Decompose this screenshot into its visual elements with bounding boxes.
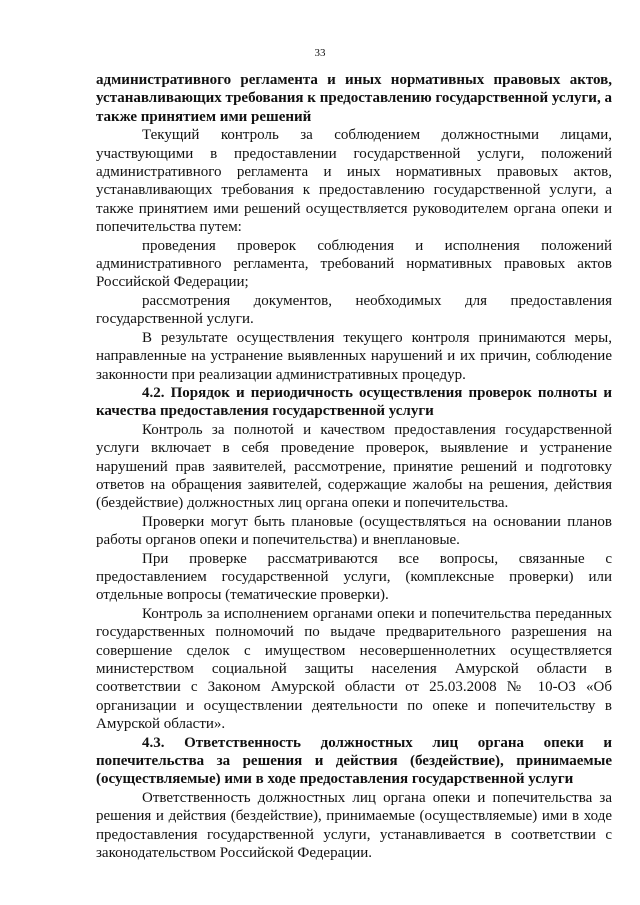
section-heading-4-3: 4.3. Ответственность должностных лиц органа опеки и попечительства за решения и действия (бездействие), принимаемые (осуществляемые) ими в ходе предоставления государственной услуги <box>96 734 612 788</box>
paragraph-inspection-scope: При проверке рассматриваются все вопросы, связанные с предоставлением государственной услуги, (комплексные проверки) или отдельные вопросы (тематические проверки). <box>96 550 612 604</box>
document-body <box>96 71 612 862</box>
paragraph-control-results: В результате осуществления текущего контроля принимаются меры, направленные на устранение выявленных нарушений и их причин, соблюдение законности при реализации административных процедур. <box>96 329 612 383</box>
paragraph-inspections: проведения проверок соблюдения и исполнения положений административного регламента, требований нормативных правовых актов Российской Федерации; <box>96 237 612 291</box>
paragraph-ministry-control: Контроль за исполнением органами опеки и попечительства переданных государственных полномочий по выдаче предварительного разрешения на совершение сделок с имуществом несовершеннолетних осуществляется министерством социальной защиты населения Амурской области в соответствии с Законом Амурской области от 25.03.2008 № 10-ОЗ «Об организации и осуществлении деятельности по опеке и попечительству в Амурской области». <box>96 605 612 733</box>
paragraph-responsibility: Ответственность должностных лиц органа опеки и попечительства за решения и действия (бездействие), принимаемые (осуществляемые) ими в ходе предоставления государственной услуги, устанавливается в соответствии с законодательством Российской Федерации. <box>96 789 612 862</box>
page-number: 33 <box>314 47 326 59</box>
section-heading-4-2: 4.2. Порядок и периодичность осуществления проверок полноты и качества предоставления государственной услуги <box>96 384 612 420</box>
paragraph-inspection-types: Проверки могут быть плановые (осуществляться на основании планов работы органов опеки и попечительства) и внеплановые. <box>96 513 612 549</box>
heading-continuation: административного регламента и иных нормативных правовых актов, устанавливающих требования к предоставлению государственной услуги, а также принятием ими решений <box>96 72 612 125</box>
paragraph-quality-control: Контроль за полнотой и качеством предоставления государственной услуги включает в себя проведение проверок, выявление и устранение нарушений прав заявителей, рассмотрение, принятие решений и подготовку ответов на обращения заявителей, содержащие жалобы на решения, действия (бездействие) должностных лиц органа опеки и попечительства. <box>96 421 612 512</box>
paragraph-documents-review: рассмотрения документов, необходимых для предоставления государственной услуги. <box>96 292 612 328</box>
paragraph-current-control: Текущий контроль за соблюдением должностными лицами, участвующими в предоставлении государственной услуги, положений административного регламента и иных нормативных правовых актов, устанавливающих требования к предоставлению государственной услуги, а также принятием ими решений осуществляется руководителем органа опеки и попечительства путем: <box>96 127 612 236</box>
